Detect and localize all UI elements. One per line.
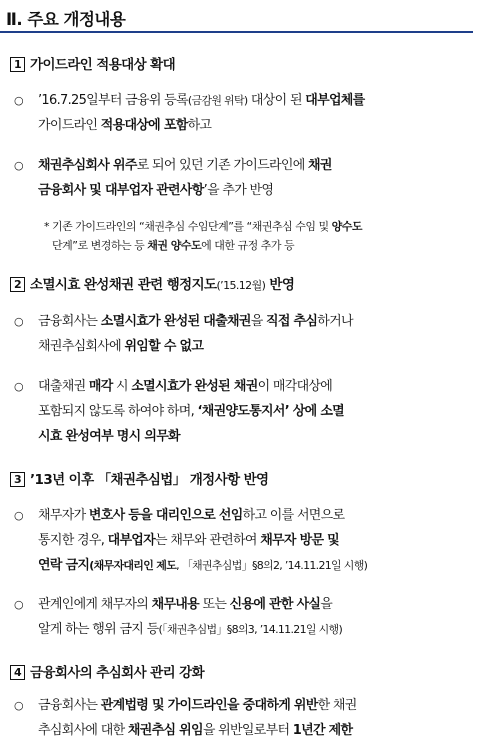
bullet-text: [38, 693, 476, 743]
text-run: 또는: [199, 597, 230, 612]
text-run: 양수도: [331, 220, 362, 233]
title-underline: [0, 31, 473, 33]
text-run: 소멸시효가 완성된 채권: [131, 379, 258, 394]
text-run: 관계인에게 채무자의: [38, 597, 152, 612]
text-run: 을 위반일로부터: [202, 723, 293, 738]
text-run: 알게 하는 행위 금지 등: [38, 622, 159, 637]
text-run: 하거나: [317, 314, 353, 329]
section-2-heading: [10, 273, 294, 293]
text-run: 통지한 경우,: [38, 533, 108, 548]
bullet-item: [14, 503, 476, 578]
section-1-heading: [10, 53, 175, 73]
text-run: (금감원 위탁): [187, 94, 248, 107]
text-run: 신용에 관한 사실: [229, 597, 321, 612]
text-run: 이 매각대상에: [257, 379, 333, 394]
bullet-item: [14, 693, 476, 743]
text-run: , 「채권추심법」§8의2, ’14.11.21일 시행): [176, 559, 368, 572]
text-run: 채권: [308, 158, 332, 173]
section-title: 소멸시효 완성채권 관련 행정지도: [30, 277, 217, 293]
bullet-text: [38, 592, 476, 642]
page-title: Ⅱ. 주요 개정내용: [6, 10, 126, 29]
bullet-mark: ○: [14, 315, 23, 328]
text-run: 소멸시효가 완성된 대출채권: [100, 314, 251, 329]
bullet-text: [38, 88, 476, 138]
bullet-item: [14, 88, 476, 138]
section-4-heading: [10, 661, 204, 681]
text-run: 대부업체를: [305, 93, 365, 108]
text-run: 적용대상에 포함: [100, 118, 188, 133]
section-title: ’13년 이후 「채권추심법」 개정사항 반영: [30, 472, 269, 488]
bullet-text: [38, 374, 476, 449]
text-run: 을: [250, 314, 266, 329]
section-number-box: 3: [10, 472, 25, 487]
text-run: 시효 완성여부 명시 의무화: [38, 429, 180, 444]
bullet-item: [14, 153, 476, 203]
bullet-mark: ○: [14, 598, 23, 611]
text-run: ’을 추가 반영: [203, 183, 274, 198]
text-run: 채무자가: [38, 508, 89, 523]
bullet-item: [14, 309, 476, 359]
bullet-mark: ○: [14, 509, 23, 522]
text-run: 대상이 된: [247, 93, 306, 108]
text-run: 추심회사에 대한: [38, 723, 128, 738]
section-title: 가이드라인 적용대상 확대: [30, 57, 176, 73]
bullet-mark: ○: [14, 380, 23, 393]
text-run: 금융회사는: [38, 698, 101, 713]
text-run: (「채권추심법」§8의3, ’14.11.21일 시행): [158, 623, 343, 636]
text-run: 가이드라인: [38, 118, 101, 133]
text-run: 대부업자: [107, 533, 156, 548]
section-number-box: 1: [10, 57, 25, 72]
text-run: 로 되어 있던 기존 가이드라인에: [136, 158, 309, 173]
bullet-mark: ○: [14, 699, 23, 712]
text-run: 는 채무와 관련하여: [155, 533, 261, 548]
text-run: 단계”로 변경하는 등: [52, 239, 148, 252]
text-run: 1년간 제한: [292, 723, 353, 738]
text-run: 변호사 등을 대리인으로 선임: [88, 508, 243, 523]
text-run: 한 채권: [317, 698, 357, 713]
section-number-box: 4: [10, 665, 25, 680]
text-run: ‘채권양도통지서’ 상에 소멸: [197, 404, 345, 419]
text-run: 하고 이를 서면으로: [242, 508, 345, 523]
text-run: 채권 양수도: [147, 239, 202, 252]
bullet-item: [14, 374, 476, 449]
text-run: 채권추심회사에: [38, 339, 125, 354]
bullet-mark: ○: [14, 94, 23, 107]
text-run: 채권추심 위임: [127, 723, 203, 738]
text-run: 연락 금지: [38, 558, 90, 573]
text-run: 관계법령 및 가이드라인을 중대하게 위반: [100, 698, 318, 713]
text-run: 위임할 수 없고: [124, 339, 204, 354]
section-title-suffix: 반영: [265, 277, 295, 293]
footnote: [44, 217, 469, 255]
section-3-heading: [10, 468, 269, 488]
bullet-item: [14, 592, 476, 642]
text-run: 직접 추심: [265, 314, 318, 329]
bullet-text: [38, 503, 476, 578]
text-run: * 기존 가이드라인의 “채권추심 수임단계”를 “채권추심 수임 및: [44, 220, 332, 233]
text-run: 채권추심회사 위주: [38, 158, 137, 173]
text-run: 포함되지 않도록 하여야 하며,: [38, 404, 198, 419]
text-run: 에 대한 규정 추가 등: [201, 239, 295, 252]
bullet-text: [38, 309, 476, 359]
text-run: (채무자대리인 제도: [89, 559, 177, 572]
bullet-text: [38, 153, 476, 203]
section-title: 금융회사의 추심회사 관리 강화: [30, 665, 205, 681]
text-run: 채무내용: [151, 597, 200, 612]
text-run: 채무자 방문 및: [260, 533, 340, 548]
section-title-date: (’15.12월): [216, 279, 266, 292]
bullet-mark: ○: [14, 159, 23, 172]
section-number-box: 2: [10, 277, 25, 292]
text-run: 시: [112, 379, 132, 394]
text-run: 금융회사는: [38, 314, 101, 329]
text-run: 하고: [187, 118, 212, 133]
text-run: 을: [320, 597, 333, 612]
text-run: 대출채권: [38, 379, 89, 394]
text-run: 금융회사 및 대부업자 관련사항: [38, 183, 204, 198]
text-run: ’16.7.25일부터 금융위 등록: [38, 93, 188, 108]
text-run: 매각: [88, 379, 113, 394]
